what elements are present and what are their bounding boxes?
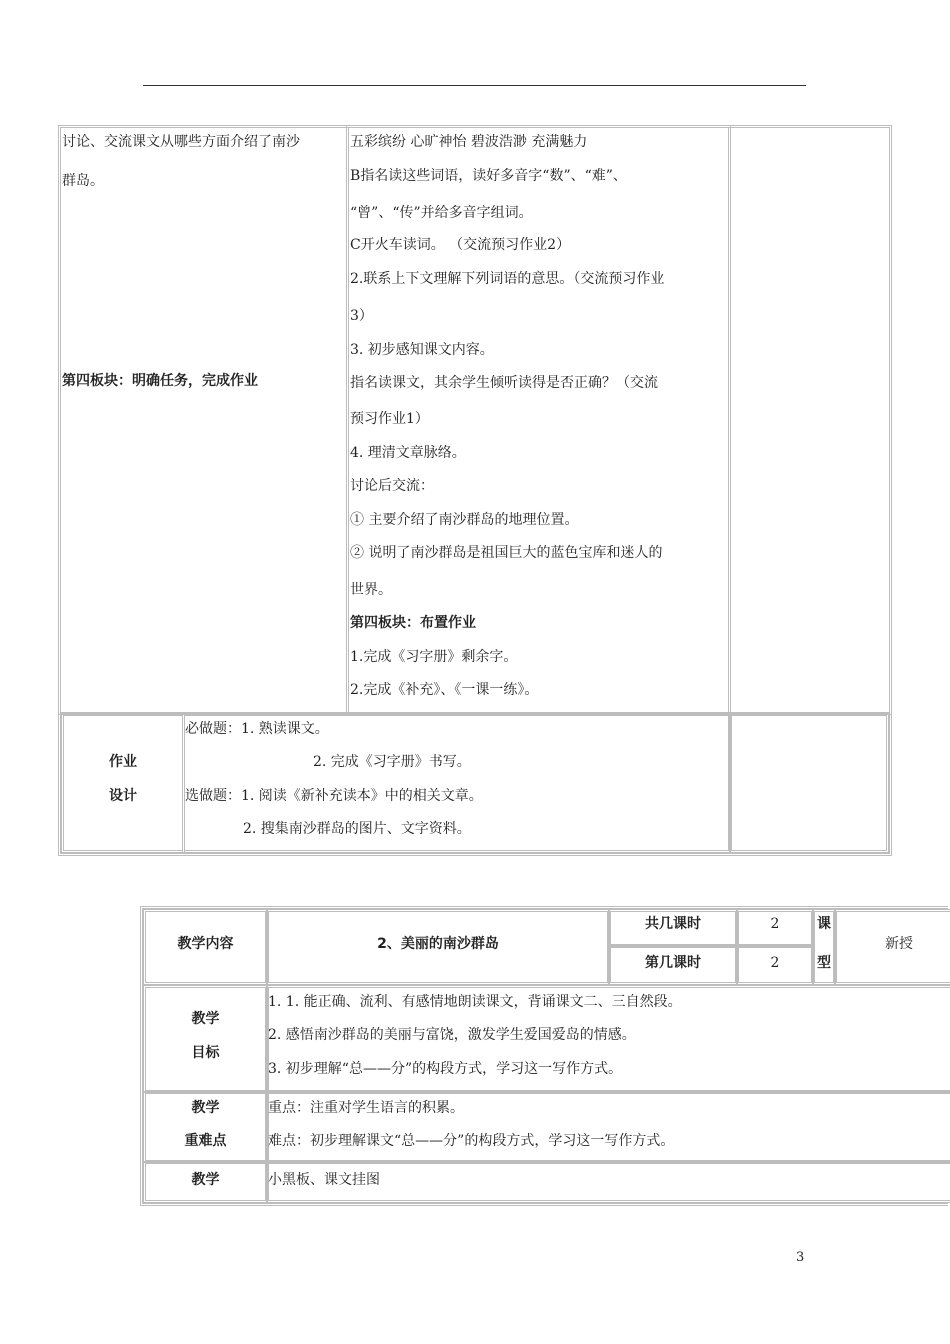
mid-col-line: “曾”、“传”并给多音字组词。 <box>350 205 533 221</box>
page-number: 3 <box>796 1250 805 1265</box>
right-col-cell <box>729 125 892 715</box>
type-label: 课 <box>817 916 831 932</box>
homework-line: 2.完成《补充》、《一课一练》。 <box>350 682 539 698</box>
mid-col-line: 五彩缤纷 心旷神怡 碧波浩渺 充满魅力 <box>350 134 588 150</box>
homework-design-line: 选做题：1. 阅读《新补充读本》中的相关文章。 <box>185 788 483 804</box>
header-rule <box>143 85 806 86</box>
content-label: 教学内容 <box>177 936 234 952</box>
mid-col-line: 预习作业1） <box>350 411 429 427</box>
current-hour-value: 2 <box>770 955 780 971</box>
goals-label: 教学 <box>191 1011 220 1027</box>
mid-col-line: 3. 初步感知课文内容。 <box>350 342 494 358</box>
homework-label: 设计 <box>109 788 137 804</box>
homework-line: 1.完成《习字册》剩余字。 <box>350 649 518 665</box>
mid-col-line: ① 主要介绍了南沙群岛的地理位置。 <box>350 512 579 528</box>
homework-design-line: 2. 完成《习字册》书写。 <box>313 754 471 770</box>
materials-label: 教学 <box>191 1172 220 1188</box>
mid-col-line: C开火车读词。 （交流预习作业2） <box>350 237 571 253</box>
keypoints-label: 教学 <box>191 1100 220 1116</box>
mid-col-line: 2.联系上下文理解下列词语的意思。（交流预习作业 <box>350 271 665 287</box>
goal-line: 3. 初步理解“总——分”的构段方式，学习这一写作方式。 <box>268 1061 623 1077</box>
mid-col-line: 3） <box>350 308 373 324</box>
materials-value: 小黑板、课文挂图 <box>268 1172 380 1188</box>
keypoint-line: 难点：初步理解课文“总——分”的构段方式，学习这一写作方式。 <box>268 1133 675 1149</box>
mid-col-line: 讨论后交流： <box>350 478 434 494</box>
type-label: 型 <box>817 955 831 971</box>
goals-label: 目标 <box>191 1045 220 1061</box>
mid-col-line: ② 说明了南沙群岛是祖国巨大的蓝色宝库和迷人的 <box>350 545 663 561</box>
total-hours-value: 2 <box>770 916 780 932</box>
keypoint-line: 重点：注重对学生语言的积累。 <box>268 1100 464 1116</box>
homework-label-cell <box>61 713 185 853</box>
type-value: 新授 <box>885 936 913 952</box>
goal-line: 2. 感悟南沙群岛的美丽与富饶，激发学生爱国爱岛的情感。 <box>268 1027 636 1043</box>
mid-col-line: 指名读课文，其余学生倾听读得是否正确？（交流 <box>350 375 658 391</box>
mid-col-line: 4. 理清文章脉络。 <box>350 445 466 461</box>
left-col-line: 讨论、交流课文从哪些方面介绍了南沙 <box>62 134 300 150</box>
goal-line: 1. 1. 能正确、流利、有感情地朗读课文，背诵课文二、三自然段。 <box>268 994 682 1010</box>
left-col-line: 群岛。 <box>62 173 104 189</box>
homework-right-cell <box>729 713 889 853</box>
current-hour-label: 第几课时 <box>645 955 701 971</box>
homework-label: 作业 <box>109 754 137 770</box>
mid-col-line: 世界。 <box>350 582 392 598</box>
section-heading: 第四板块：明确任务，完成作业 <box>62 373 258 389</box>
homework-design-line: 必做题：1. 熟读课文。 <box>185 721 329 737</box>
keypoints-label: 重难点 <box>184 1133 227 1149</box>
left-col-cell <box>58 125 348 715</box>
homework-design-line: 2. 搜集南沙群岛的图片、文字资料。 <box>243 821 471 837</box>
mid-col-line: B指名读这些词语，读好多音字“数”、“难”、 <box>350 168 627 184</box>
homework-heading: 第四板块：布置作业 <box>350 615 476 631</box>
total-hours-label: 共几课时 <box>645 916 701 932</box>
goals-label-cell <box>143 985 268 1093</box>
lesson-title: 2、美丽的南沙群岛 <box>377 936 499 952</box>
